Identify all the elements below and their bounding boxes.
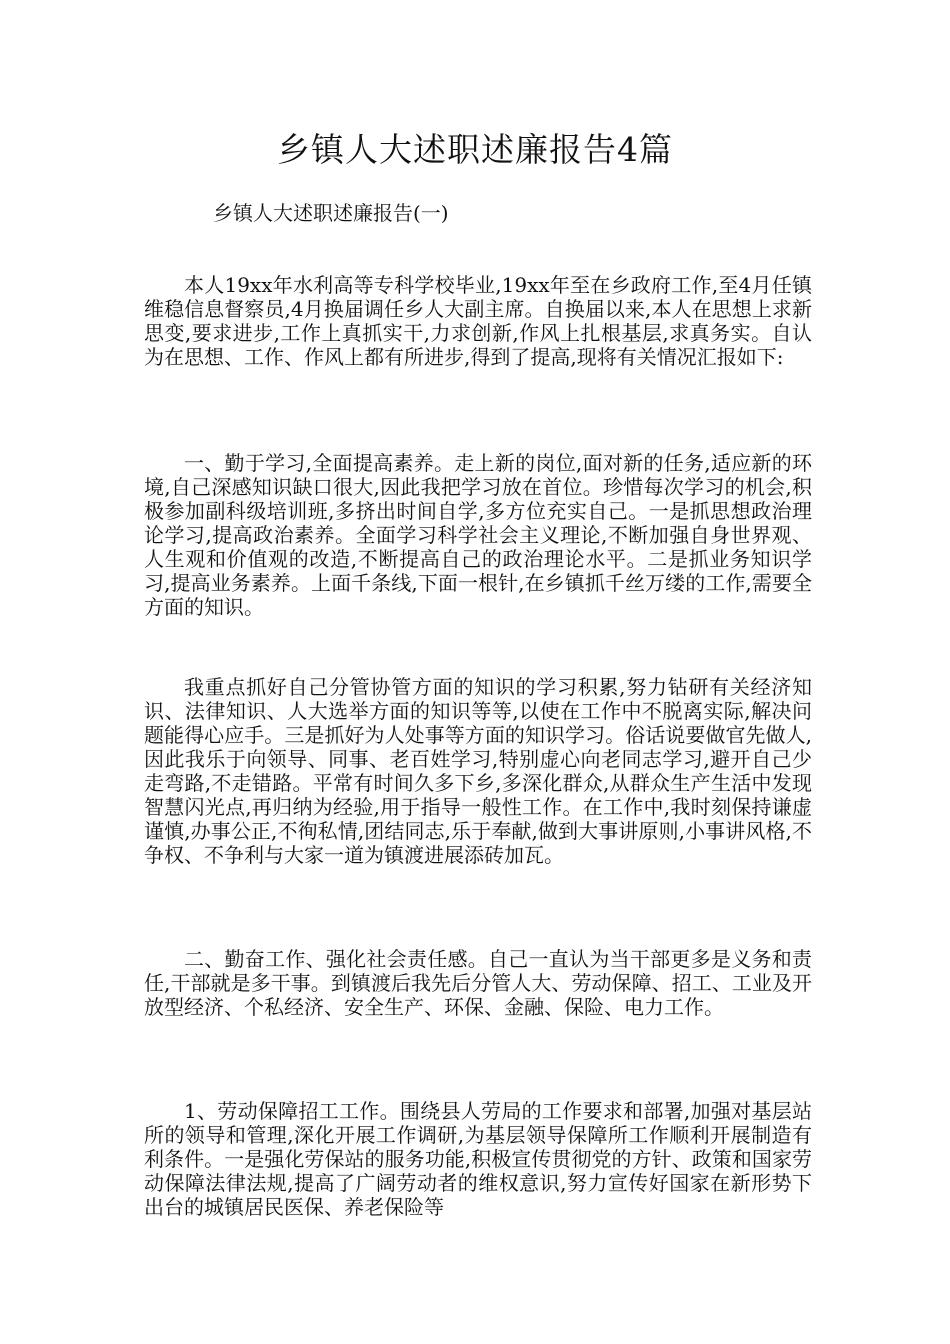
paragraph-intro: 本人19xx年水利高等专科学校毕业,19xx年至在乡政府工作,至4月任镇维稳信息督察员,4月换届调任乡人大副主席。自换届以来,本人在思想上求新思变,要求进步,工作上真抓实干,力求创新,作风上扎根基层,求真务实。自认为在思想、工作、作风上都有所进步,得到了提高,现将有关情况汇报如下:	[144, 273, 812, 369]
paragraph-work: 二、勤奋工作、强化社会责任感。自己一直认为当干部更多是义务和责任,干部就是多干事。到镇渡后我先后分管人大、劳动保障、招工、工业及开放型经济、个私经济、安全生产、环保、金融、保险、电力工作。	[144, 947, 812, 1019]
paragraph-study: 一、勤于学习,全面提高素养。走上新的岗位,面对新的任务,适应新的环境,自己深感知识缺口很大,因此我把学习放在首位。珍惜每次学习的机会,积极参加副科级培训班,多挤出时间自学,多方位充实自己。一是抓思想政治理论学习,提高政治素养。全面学习科学社会主义理论,不断加强自身世界观、人生观和价值观的改造,不断提高自己的政治理论水平。二是抓业务知识学习,提高业务素养。上面千条线,下面一根针,在乡镇抓千丝万缕的工作,需要全方面的知识。	[144, 451, 812, 619]
document-title: 乡镇人大述职述廉报告4篇	[277, 130, 673, 169]
document-subtitle: 乡镇人大述职述廉报告(一)	[213, 201, 449, 225]
paragraph-study-continued: 我重点抓好自己分管协管方面的知识的学习积累,努力钻研有关经济知识、法律知识、人大选举方面的知识等等,以使在工作中不脱离实际,解决问题能得心应手。三是抓好为人处事等方面的知识学习。俗话说要做官先做人,因此我乐于向领导、同事、老百姓学习,特别虚心向老同志学习,避开自己少走弯路,不走错路。平常有时间久多下乡,多深化群众,从群众生产生活中发现智慧闪光点,再归纳为经验,用于指导一般性工作。在工作中,我时刻保持谦虚谨慎,办事公正,不徇私情,团结同志,乐于奉献,做到大事讲原则,小事讲风格,不争权、不争利与大家一道为镇渡进展添砖加瓦。	[144, 675, 812, 867]
paragraph-labor-security: 1、劳动保障招工工作。围绕县人劳局的工作要求和部署,加强对基层站所的领导和管理,深化开展工作调研,为基层领导保障所工作顺利开展制造有利条件。一是强化劳保站的服务功能,积极宣传贯彻党的方针、政策和国家劳动保障法律法规,提高了广阔劳动者的维权意识,努力宣传好国家在新形势下出台的城镇居民医保、养老保险等	[144, 1099, 812, 1219]
